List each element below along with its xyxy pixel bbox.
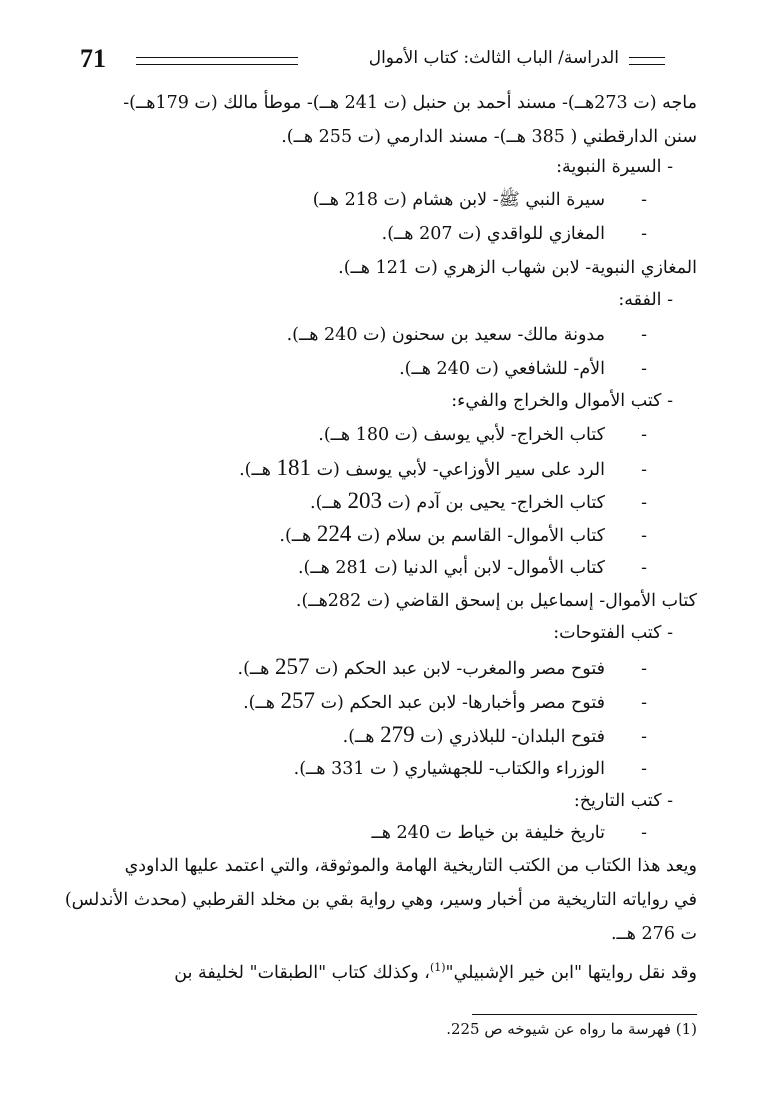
- list-item: [243, 686, 647, 718]
- section-heading: - الفقه:: [618, 290, 673, 310]
- bullet-dash: -: [641, 727, 647, 747]
- list-item-text: الوزراء والكتاب- للجهشياري ( ت 331 هــ).: [293, 759, 605, 779]
- bullet-dash: -: [641, 359, 647, 379]
- list-item-text: سيرة النبي ﷺ- لابن هشام (ت 218 هــ): [312, 190, 605, 210]
- list-item: [313, 185, 647, 215]
- page-header: [80, 44, 665, 76]
- paragraph-line: ويعد هذا الكتاب من الكتب التاريخية الهامة والموثوقة، والتي اعتمد عليها الداودي: [124, 856, 697, 876]
- list-item: [279, 519, 647, 551]
- header-rule-right: [629, 57, 665, 65]
- bullet-dash: -: [641, 558, 647, 578]
- section-heading: - السيرة النبوية:: [556, 157, 673, 177]
- list-item-text: فتوح البلدان- للبلاذري (ت 279 هــ).: [342, 722, 605, 747]
- list-item-text: كتاب الخراج- يحيى بن آدم (ت 203 هــ).: [310, 488, 605, 513]
- list-item-text: الرد على سير الأوزاعي- لأبي يوسف (ت 181 هــ).: [239, 455, 605, 480]
- list-item: [287, 320, 647, 350]
- list-item-text: الأم- للشافعي (ت 240 هــ).: [399, 359, 605, 379]
- list-item: [239, 453, 647, 485]
- bullet-dash: -: [641, 190, 647, 210]
- bullet-dash: -: [641, 759, 647, 779]
- list-item: [318, 420, 647, 450]
- bullet-dash: -: [641, 460, 647, 480]
- paragraph-line: في رواياته التاريخية من أخبار وسير، وهي رواية بقي بن مخلد القرطبي (محدث الأندلس): [64, 890, 697, 910]
- list-item: [343, 720, 647, 752]
- text-line: سنن الدارقطني ( 385 هــ)- مسند الدارمي (ت 255 هــ).: [281, 127, 697, 147]
- list-item-text: المغازي للواقدي (ت 207 هــ).: [381, 224, 605, 244]
- list-item-text: فتوح مصر وأخبارها- لابن عبد الحكم (ت 257 هــ).: [243, 688, 605, 713]
- section-heading: - كتب الفتوحات:: [553, 623, 673, 643]
- text-line: كتاب الأموال- إسماعيل بن إسحق القاضي (ت 282هــ).: [295, 591, 697, 611]
- footnote-marker: (1): [429, 961, 446, 974]
- list-item-text: مدونة مالك- سعيد بن سحنون (ت 240 هــ).: [286, 325, 605, 345]
- bullet-dash: -: [641, 493, 647, 513]
- bullet-dash: -: [641, 526, 647, 546]
- list-item: [310, 486, 647, 518]
- bullet-dash: -: [641, 425, 647, 445]
- text-line: المغازي النبوية- لابن شهاب الزهري (ت 121 هــ).: [338, 258, 697, 278]
- section-heading: - كتب التاريخ:: [573, 791, 673, 811]
- list-item: [294, 754, 647, 784]
- list-item-text: كتاب الأموال- القاسم بن سلام (ت 224 هــ).: [279, 521, 605, 546]
- text-line: ماجه (ت 273هــ)- مسند أحمد بن حنبل (ت 241 هــ)- موطأ مالك (ت 179هــ)-: [123, 93, 697, 113]
- list-item: [399, 354, 647, 384]
- paragraph-line: ت 276 هــ.: [610, 924, 697, 944]
- list-item-text: كتاب الخراج- لأبي يوسف (ت 180 هــ).: [318, 425, 605, 445]
- bullet-dash: -: [641, 325, 647, 345]
- running-title: الدراسة/ الباب الثالث: كتاب الأموال: [368, 48, 619, 68]
- list-item-text: تاريخ خليفة بن خياط ت 240 هــ: [371, 823, 605, 843]
- bullet-dash: -: [641, 823, 647, 843]
- list-item-text: كتاب الأموال- لابن أبي الدنيا (ت 281 هــ).: [297, 558, 605, 578]
- paragraph-line: وقد نقل روايتها "ابن خير الإشبيلي"$^{(1)}$، وكذلك كتاب "الطبقات" لخليفة بن: [174, 961, 697, 983]
- list-item: [372, 818, 648, 848]
- list-item-text: فتوح مصر والمغرب- لابن عبد الحكم (ت 257 هــ).: [237, 654, 605, 679]
- header-rule-left: [136, 57, 298, 65]
- footnote-rule: [472, 1014, 697, 1015]
- list-item: [382, 219, 647, 249]
- list-item: [298, 553, 647, 583]
- bullet-dash: -: [641, 224, 647, 244]
- bullet-dash: -: [641, 693, 647, 713]
- section-heading: - كتب الأموال والخراج والفيء:: [451, 391, 673, 411]
- footnote: (1) فهرسة ما رواه عن شيوخه ص 225.: [446, 1020, 697, 1038]
- page-number: 71: [80, 44, 106, 73]
- list-item: [238, 652, 648, 684]
- bullet-dash: -: [641, 659, 647, 679]
